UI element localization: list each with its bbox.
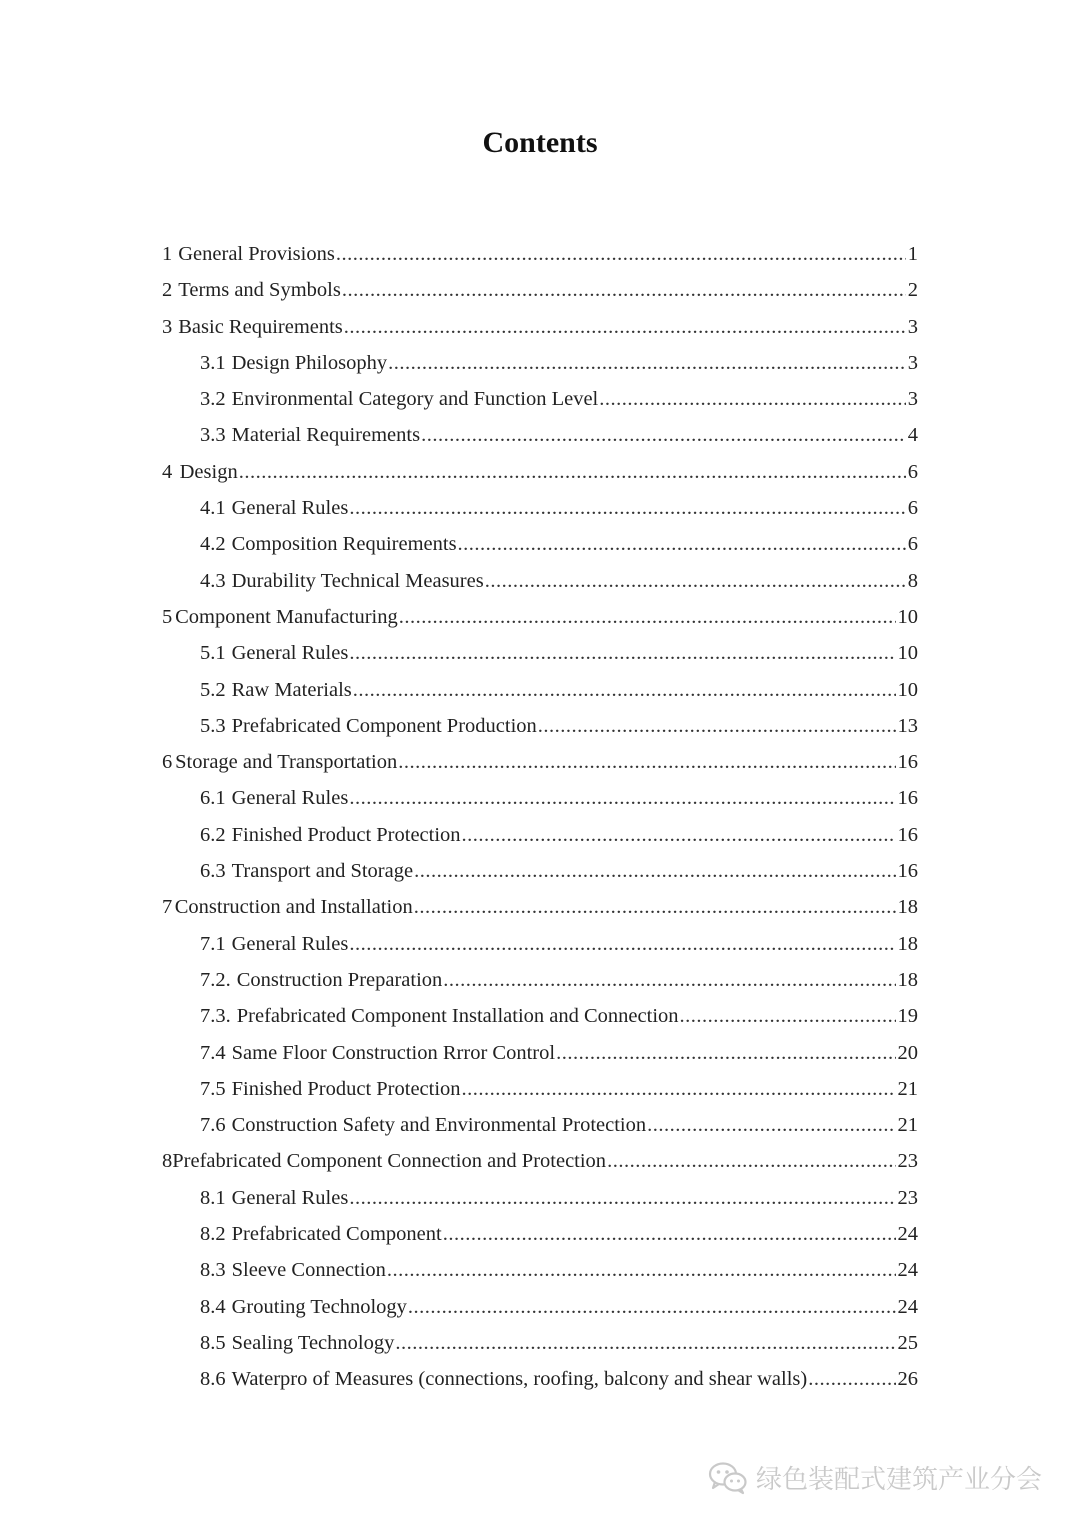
toc-entry-7[interactable] xyxy=(162,889,918,925)
toc-entry-4-3[interactable] xyxy=(162,563,918,599)
toc-entry-7-2[interactable] xyxy=(162,962,918,998)
toc-dot-leader xyxy=(388,345,906,381)
toc-dot-leader xyxy=(387,1252,896,1288)
toc-entry-title: Prefabricated Component Production xyxy=(231,714,537,737)
toc-entry-number: 7.1 xyxy=(200,932,226,955)
toc-entry-page-number: 8 xyxy=(907,569,918,592)
toc-entry-page-number: 25 xyxy=(897,1331,918,1354)
toc-dot-leader xyxy=(398,744,895,780)
toc-entry-title: General Rules xyxy=(231,787,349,810)
toc-entry-number: 3.3 xyxy=(200,424,226,447)
toc-entry-5-1[interactable] xyxy=(162,635,918,671)
toc-entry-title: Basic Requirements xyxy=(178,315,343,338)
toc-entry-title: Design xyxy=(179,460,238,483)
toc-entry-title: Waterpro of Measures (connections, roofing, balcony and shear walls) xyxy=(231,1368,808,1391)
toc-entry-title: General Rules xyxy=(231,497,349,520)
toc-entry-title: Durability Technical Measures xyxy=(231,569,484,592)
toc-dot-leader xyxy=(395,1325,895,1361)
toc-entry-title: Raw Materials xyxy=(231,678,352,701)
toc-entry-page-number: 4 xyxy=(907,424,918,447)
toc-entry-8-1[interactable] xyxy=(162,1180,918,1216)
toc-entry-number: 7.2. xyxy=(200,968,231,991)
toc-dot-leader xyxy=(808,1361,895,1397)
watermark xyxy=(708,1459,1042,1496)
toc-entry-page-number: 26 xyxy=(897,1368,918,1391)
toc-entry-7-1[interactable] xyxy=(162,926,918,962)
toc-entry-number: 8.2 xyxy=(200,1223,226,1246)
toc-dot-leader xyxy=(414,853,895,889)
toc-dot-leader xyxy=(349,490,905,526)
toc-entry-page-number: 16 xyxy=(897,787,918,810)
toc-dot-leader xyxy=(399,599,896,635)
toc-entry-number: 8.6 xyxy=(200,1368,226,1391)
toc-entry-page-number: 18 xyxy=(897,932,918,955)
toc-dot-leader xyxy=(349,1180,895,1216)
toc-entry-4-1[interactable] xyxy=(162,490,918,526)
toc-dot-leader xyxy=(421,417,906,453)
toc-entry-number: 3.2 xyxy=(200,388,226,411)
toc-entry-title: Terms and Symbols xyxy=(178,279,341,302)
toc-entry-title: General Rules xyxy=(231,932,349,955)
toc-entry-page-number: 10 xyxy=(897,642,918,665)
toc-entry-page-number: 2 xyxy=(907,279,918,302)
toc-entry-number: 7.5 xyxy=(200,1077,226,1100)
toc-entry-number: 4 xyxy=(162,460,173,483)
toc-entry-6-3[interactable] xyxy=(162,853,918,889)
toc-entry-7-3[interactable] xyxy=(162,998,918,1034)
toc-entry-8-3[interactable] xyxy=(162,1252,918,1288)
toc-entry-number: 8.3 xyxy=(200,1259,226,1282)
toc-entry-8-6[interactable] xyxy=(162,1361,918,1397)
toc-entry-page-number: 16 xyxy=(897,860,918,883)
toc-dot-leader xyxy=(349,780,895,816)
toc-entry-number: 3.1 xyxy=(200,351,226,374)
toc-entry-title: Construction Preparation xyxy=(236,968,443,991)
toc-entry-1[interactable] xyxy=(162,236,918,272)
toc-entry-page-number: 19 xyxy=(897,1005,918,1028)
toc-entry-title: Prefabricated Component xyxy=(231,1223,442,1246)
toc-entry-page-number: 13 xyxy=(897,714,918,737)
toc-dot-leader xyxy=(349,635,895,671)
toc-entry-page-number: 23 xyxy=(897,1150,918,1173)
toc-dot-leader xyxy=(239,454,906,490)
toc-entry-number: 6.3 xyxy=(200,860,226,883)
toc-entry-title: General Rules xyxy=(231,642,349,665)
toc-entry-number: 5.3 xyxy=(200,714,226,737)
toc-entry-number: 3 xyxy=(162,315,173,338)
toc-dot-leader xyxy=(599,381,905,417)
toc-entry-7-5[interactable] xyxy=(162,1071,918,1107)
toc-entry-5-3[interactable] xyxy=(162,708,918,744)
toc-entry-page-number: 1 xyxy=(907,243,918,265)
page-title: Contents xyxy=(482,126,598,159)
toc-entry-page-number: 3 xyxy=(907,315,918,338)
toc-entry-number: 5.1 xyxy=(200,642,226,665)
toc-entry-title: Environmental Category and Function Level xyxy=(231,388,599,411)
toc-dot-leader xyxy=(607,1143,895,1179)
toc-entry-number: 1 xyxy=(162,243,173,265)
toc-entry-number: 8 xyxy=(162,1150,173,1173)
toc-entry-page-number: 10 xyxy=(897,605,918,628)
table-of-contents xyxy=(162,236,918,1398)
toc-entry-3-2[interactable] xyxy=(162,381,918,417)
toc-entry-title: Construction and Installation xyxy=(174,896,413,919)
toc-entry-number: 6.1 xyxy=(200,787,226,810)
toc-entry-page-number: 18 xyxy=(897,896,918,919)
toc-entry-title: Same Floor Construction Rrror Control xyxy=(231,1041,556,1064)
toc-entry-8-5[interactable] xyxy=(162,1325,918,1361)
toc-entry-page-number: 10 xyxy=(897,678,918,701)
toc-entry-2[interactable] xyxy=(162,272,918,308)
toc-entry-number: 2 xyxy=(162,279,173,302)
toc-dot-leader xyxy=(647,1107,895,1143)
toc-entry-number: 8.1 xyxy=(200,1186,226,1209)
toc-dot-leader xyxy=(342,272,906,308)
toc-dot-leader xyxy=(556,1035,895,1071)
toc-entry-8[interactable] xyxy=(162,1143,918,1179)
toc-entry-4[interactable] xyxy=(162,454,918,490)
toc-entry-page-number: 3 xyxy=(907,388,918,411)
toc-entry-title: General Provisions xyxy=(178,243,335,265)
toc-dot-leader xyxy=(349,926,895,962)
toc-entry-number: 4.1 xyxy=(200,497,226,520)
toc-entry-title: Prefabricated Component Connection and Protection xyxy=(172,1150,607,1173)
toc-entry-7-6[interactable] xyxy=(162,1107,918,1143)
toc-dot-leader xyxy=(462,1071,896,1107)
toc-entry-title: Finished Product Protection xyxy=(231,1077,461,1100)
toc-entry-3-3[interactable] xyxy=(162,417,918,453)
toc-entry-title: Sleeve Connection xyxy=(231,1259,386,1282)
toc-dot-leader xyxy=(538,708,896,744)
toc-entry-5-2[interactable] xyxy=(162,672,918,708)
toc-entry-5[interactable] xyxy=(162,599,918,635)
toc-entry-page-number: 3 xyxy=(907,351,918,374)
toc-entry-6-1[interactable] xyxy=(162,780,918,816)
toc-entry-title: Composition Requirements xyxy=(231,533,457,556)
toc-entry-title: Design Philosophy xyxy=(231,351,388,374)
toc-dot-leader xyxy=(462,817,896,853)
toc-dot-leader xyxy=(458,526,906,562)
toc-entry-page-number: 16 xyxy=(897,751,918,774)
toc-entry-number: 7.4 xyxy=(200,1041,226,1064)
watermark-text: 绿色装配式建筑产业分会 xyxy=(756,1465,1043,1495)
toc-entry-number: 5 xyxy=(162,605,173,628)
toc-dot-leader xyxy=(408,1289,896,1325)
toc-entry-number: 5.2 xyxy=(200,678,226,701)
toc-entry-page-number: 16 xyxy=(897,823,918,846)
toc-dot-leader xyxy=(680,998,896,1034)
toc-entry-number: 6.2 xyxy=(200,823,226,846)
toc-entry-number: 8.5 xyxy=(200,1331,226,1354)
toc-entry-title: Transport and Storage xyxy=(231,860,414,883)
toc-entry-title: Prefabricated Component Installation and Connection xyxy=(236,1005,679,1028)
toc-entry-6[interactable] xyxy=(162,744,918,780)
toc-entry-number: 7.3. xyxy=(200,1005,231,1028)
toc-dot-leader xyxy=(414,889,896,925)
toc-entry-page-number: 24 xyxy=(897,1223,918,1246)
toc-entry-title: Grouting Technology xyxy=(231,1295,407,1318)
toc-dot-leader xyxy=(336,236,906,272)
toc-entry-page-number: 18 xyxy=(897,968,918,991)
toc-entry-7-4[interactable] xyxy=(162,1035,918,1071)
toc-entry-4-2[interactable] xyxy=(162,526,918,562)
toc-entry-8-4[interactable] xyxy=(162,1289,918,1325)
toc-entry-number: 7 xyxy=(162,896,173,919)
toc-entry-number: 4.3 xyxy=(200,569,226,592)
toc-entry-page-number: 23 xyxy=(897,1186,918,1209)
toc-entry-title: Finished Product Protection xyxy=(231,823,461,846)
toc-dot-leader xyxy=(485,563,906,599)
toc-entry-title: Construction Safety and Environmental Protection xyxy=(231,1114,647,1137)
toc-entry-8-2[interactable] xyxy=(162,1216,918,1252)
toc-dot-leader xyxy=(443,962,895,998)
toc-entry-3[interactable] xyxy=(162,309,918,345)
toc-entry-6-2[interactable] xyxy=(162,817,918,853)
wechat-icon xyxy=(708,1461,748,1495)
toc-dot-leader xyxy=(443,1216,896,1252)
toc-entry-number: 8.4 xyxy=(200,1295,226,1318)
toc-entry-page-number: 6 xyxy=(907,533,918,556)
toc-entry-3-1[interactable] xyxy=(162,345,918,381)
toc-entry-page-number: 6 xyxy=(907,497,918,520)
toc-entry-number: 4.2 xyxy=(200,533,226,556)
toc-entry-page-number: 20 xyxy=(897,1041,918,1064)
toc-entry-number: 6 xyxy=(162,751,173,774)
toc-entry-page-number: 24 xyxy=(897,1259,918,1282)
toc-entry-title: Sealing Technology xyxy=(231,1331,395,1354)
toc-entry-page-number: 24 xyxy=(897,1295,918,1318)
toc-entry-page-number: 6 xyxy=(907,460,918,483)
toc-dot-leader xyxy=(344,309,906,345)
toc-entry-title: Material Requirements xyxy=(231,424,421,447)
toc-entry-page-number: 21 xyxy=(897,1077,918,1100)
toc-entry-page-number: 21 xyxy=(897,1114,918,1137)
toc-dot-leader xyxy=(353,672,896,708)
toc-entry-title: Storage and Transportation xyxy=(175,751,398,774)
toc-entry-title: General Rules xyxy=(231,1186,349,1209)
toc-entry-number: 7.6 xyxy=(200,1114,226,1137)
toc-entry-title: Component Manufacturing xyxy=(175,605,398,628)
